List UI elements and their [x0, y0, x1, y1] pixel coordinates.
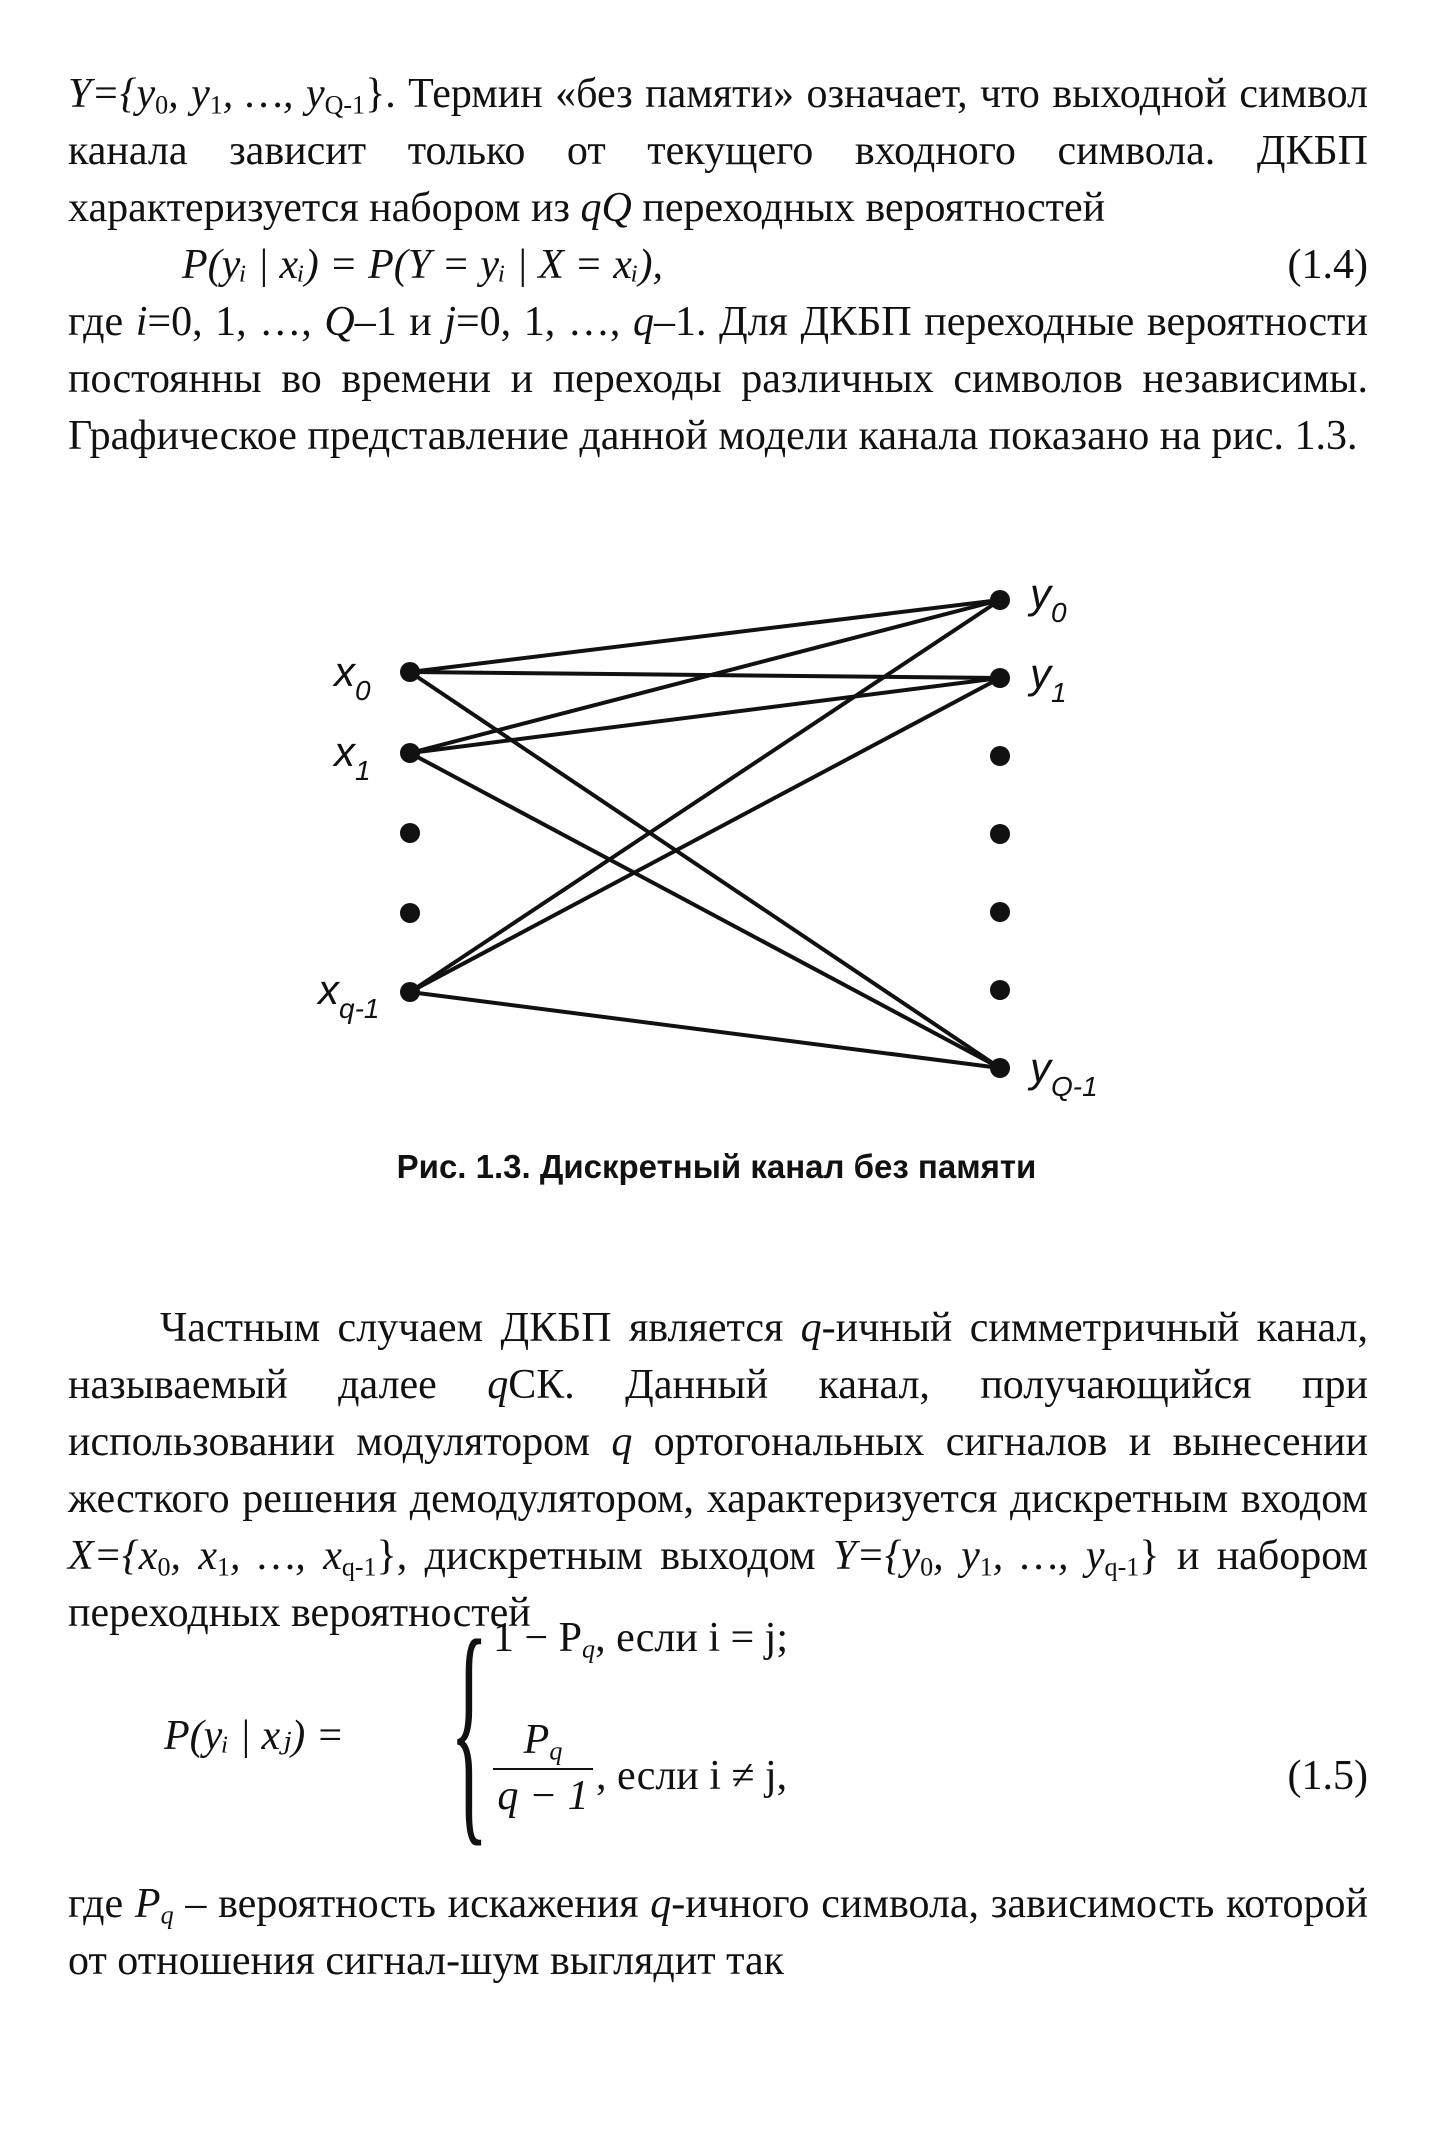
italic-run: , y [933, 1533, 980, 1579]
equation-1-5-lhs: P(yᵢ | xⱼ) = [164, 1713, 345, 1759]
label-x0: $x_0$ [334, 648, 371, 706]
output-node-0 [990, 590, 1010, 610]
italic-run: q [487, 1362, 509, 1408]
text-run: =0, 1, …, [147, 299, 325, 345]
text-run: –1 и [354, 299, 445, 345]
subscript: q-1 [1104, 1552, 1140, 1582]
italic-run: q [650, 1881, 672, 1927]
italic-run: , …, y [992, 1533, 1105, 1579]
italic-run: q [611, 1419, 633, 1465]
text-run: переходных вероятностей [631, 185, 1106, 231]
text-run: –1. Для ДКБП переходные вероятности постоянны во времени и переходы различных символов независимы. Графическое представление данной модели канала показано на рис. 1.3. [68, 299, 1368, 459]
output-node-1 [990, 668, 1010, 688]
label-x1: $x_1$ [334, 728, 371, 786]
set-Y-part: , …, y [222, 71, 325, 117]
ellipsis-dot-left-1 [400, 903, 420, 923]
subscript: 1 [209, 90, 223, 120]
italic-run: Y={y [833, 1533, 921, 1579]
label-yQ-1: $y_{Q-1}$ [1030, 1044, 1098, 1102]
fraction [493, 1716, 593, 1820]
paragraph-4-text [68, 1876, 1368, 1990]
text-run: =0, 1, …, [456, 299, 633, 345]
text-run: P [523, 1717, 550, 1763]
input-node-2 [400, 982, 420, 1002]
paragraph-1 [68, 66, 1368, 465]
edge-x2-y1 [410, 678, 1000, 992]
italic-run: q [632, 299, 654, 345]
label-xq-1: $x_{q-1}$ [318, 966, 380, 1024]
text-run: }, дискретным выходом [376, 1533, 833, 1579]
italic-run: , x [170, 1533, 218, 1579]
italic-run: q [800, 1305, 822, 1351]
equation-1-4-formula: P(yᵢ | xᵢ) = P(Y = yᵢ | X = xᵢ), [182, 242, 664, 288]
equation-1-5-case-1 [493, 1614, 788, 1662]
text-run: ортогональных сигналов и вынесении жесткого решения демодулятором, характеризуется дискретным входом [68, 1419, 1368, 1522]
subscript: q-1 [341, 1552, 377, 1582]
text-run: -ичный симметричный канал, называемый далее [68, 1305, 1369, 1408]
subscript: 0 [157, 1552, 171, 1582]
subscript: 1 [217, 1552, 231, 1582]
italic-run: j [444, 299, 456, 345]
equation-1-5-case-2: , если i ≠ j, [596, 1753, 788, 1799]
edge-x2-y0 [410, 600, 1000, 992]
set-Y-start: Y={y [68, 71, 156, 117]
italic-run: Q [324, 299, 355, 345]
edge-x1-y1 [410, 678, 1000, 753]
ellipsis-dot-left-0 [400, 823, 420, 843]
paragraph-2-text [68, 294, 1368, 465]
italic-run: X={x [68, 1533, 158, 1579]
ellipsis-dot-right-1 [990, 824, 1010, 844]
paragraph-3-text [68, 1300, 1368, 1642]
transition-edges [410, 600, 1000, 1068]
edge-x2-y2 [410, 992, 1000, 1068]
fraction-numerator [493, 1716, 593, 1770]
subscript: 1 [979, 1552, 993, 1582]
text-run: где [68, 299, 136, 345]
text-run: где [68, 1881, 135, 1927]
paragraph-3 [68, 1300, 1368, 1642]
edge-x1-y2 [410, 753, 1000, 1068]
ellipsis-dot-right-3 [990, 980, 1010, 1000]
subscript: q [160, 1900, 174, 1930]
text-run: , если i = j; [595, 1615, 789, 1661]
paragraph-4 [68, 1876, 1368, 1990]
input-node-1 [400, 743, 420, 763]
figure-caption: Рис. 1.3. Дискретный канал без памяти [396, 1148, 1037, 1185]
ellipsis-dot-right-2 [990, 902, 1010, 922]
text-run: } и набором переходных вероятностей [68, 1533, 1368, 1636]
subscript: Q-1 [324, 90, 366, 120]
equation-1-5-number: (1.5) [1287, 1753, 1368, 1799]
text-run: СК. Данный канал, получающийся при использовании модулятором [68, 1362, 1368, 1465]
italic-run: i [135, 299, 148, 345]
channel-diagram [0, 560, 1433, 1120]
italic-run: qQ [580, 185, 632, 231]
ellipsis-dot-right-0 [990, 746, 1010, 766]
text-run: – вероятность искажения [173, 1881, 651, 1927]
italic-run: , …, x [230, 1533, 342, 1579]
paragraph-1-text [68, 66, 1368, 237]
label-y1: $y_1$ [1030, 650, 1067, 708]
output-node-2 [990, 1058, 1010, 1078]
equation-1-5 [68, 1590, 1368, 1870]
subscript: 0 [155, 90, 169, 120]
subscript: 0 [920, 1552, 934, 1582]
italic-run: P [134, 1881, 161, 1927]
equation-1-4-number: (1.4) [1287, 242, 1368, 288]
label-y0: $y_0$ [1030, 570, 1067, 628]
equation-1-4 [68, 237, 1368, 294]
subscript: q [582, 1634, 596, 1664]
text-run: }. Термин «без памяти» означает, что выходной символ канала зависит только от текущего входного символа. ДКБП характеризуется набором из [68, 71, 1368, 231]
input-node-0 [400, 662, 420, 682]
set-Y-part: , y [168, 71, 210, 117]
subscript: q [549, 1736, 563, 1766]
fraction-denominator: q − 1 [497, 1773, 589, 1819]
left-brace: { [450, 1590, 489, 1867]
text-run: 1 − P [493, 1615, 583, 1661]
text-run: -ичного символа, зависимость которой от отношения сигнал-шум выглядит так [68, 1881, 1368, 1984]
text-run: Частным случаем ДКБП является [160, 1305, 801, 1351]
